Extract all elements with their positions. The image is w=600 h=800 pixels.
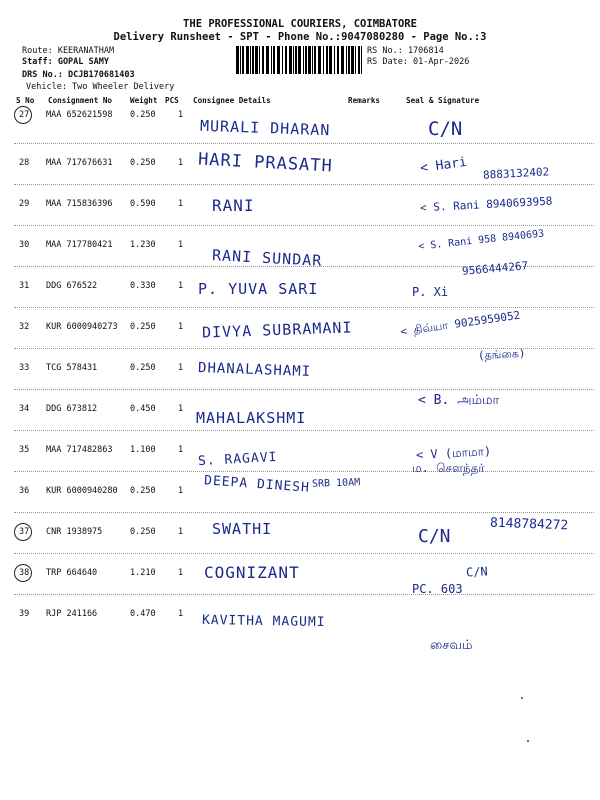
consignee-name-handwritten: COGNIZANT: [204, 563, 300, 582]
barcode-bar: [259, 46, 260, 74]
barcode-bar: [334, 46, 335, 74]
pieces-count: 1: [178, 609, 184, 619]
barcode-bar: [289, 46, 292, 74]
pieces-count: 1: [178, 527, 184, 537]
table-row: [14, 553, 594, 593]
serial-number: 34: [19, 404, 30, 414]
barcode-bar: [271, 46, 272, 74]
barcode-bar: [337, 46, 339, 74]
barcode-bar: [277, 46, 280, 74]
consignee-name-handwritten: SWATHI: [212, 520, 273, 538]
consignment-number: MAA 715836396: [46, 199, 113, 209]
row-divider: [14, 430, 594, 431]
weight-value: 0.330: [130, 281, 156, 291]
signature-handwritten: < S. Rani 958 8940693: [417, 228, 545, 253]
barcode-bar: [318, 46, 321, 74]
signature-handwritten: < B. அம்மா: [418, 393, 500, 408]
barcode-bar: [326, 46, 328, 74]
table-row: [14, 389, 594, 429]
weight-value: 1.230: [130, 240, 156, 250]
signature-handwritten: 9566444267: [461, 259, 529, 278]
consignment-number: MAA 652621598: [46, 110, 113, 120]
consignment-number: MAA 717780421: [46, 240, 113, 250]
serial-number: 28: [19, 158, 30, 168]
barcode-bar: [323, 46, 324, 74]
weight-value: 1.100: [130, 445, 156, 455]
serial-number: 38: [19, 568, 30, 578]
consignment-number: MAA 717676631: [46, 158, 113, 168]
barcode-image: [236, 46, 362, 74]
barcode-bar: [358, 46, 360, 74]
handwritten-note: SRB 10AM: [311, 477, 361, 490]
pieces-count: 1: [178, 568, 184, 578]
weight-value: 0.250: [130, 110, 156, 120]
consignee-name-handwritten: HARI PRASATH: [197, 149, 334, 177]
col-header-remarks: Remarks: [348, 96, 381, 105]
serial-circle-mark: [14, 523, 32, 541]
barcode-bar: [295, 46, 297, 74]
row-divider: [14, 225, 594, 226]
handwritten-signature-mark: < Hari: [419, 154, 468, 177]
barcode-bar: [314, 46, 316, 74]
pieces-count: 1: [178, 445, 184, 455]
rs-date: RS Date: 01-Apr-2026: [367, 57, 470, 67]
handwritten-phone: 8148784272: [489, 515, 569, 534]
row-divider: [14, 471, 594, 472]
col-header-consignment: Consignment No: [48, 96, 113, 105]
row-divider: [14, 389, 594, 390]
consignment-number: CNR 1938975: [46, 527, 103, 537]
consignment-number: RJP 241166: [46, 609, 98, 619]
document-subtitle: Delivery Runsheet - SPT - Phone No.:9047080280 - Page No.:3: [113, 31, 487, 43]
consignee-name-handwritten: DEEPA DINESH: [203, 473, 311, 496]
rs-number: RS No.: 1706814: [367, 46, 444, 56]
weight-value: 0.250: [130, 158, 156, 168]
consignee-name-handwritten: MURALI DHARAN: [199, 116, 331, 140]
serial-circle-mark: [14, 106, 32, 124]
pieces-count: 1: [178, 404, 184, 414]
consignment-number: DDG 673812: [46, 404, 98, 414]
barcode-bar: [351, 46, 354, 74]
barcode-bar: [236, 46, 239, 74]
serial-number: 27: [19, 110, 30, 120]
serial-number: 35: [19, 445, 30, 455]
scan-speck: [527, 740, 529, 742]
consignee-name-handwritten: KAVITHA MAGUMI: [201, 612, 326, 631]
signature-handwritten: C/N: [428, 118, 463, 140]
row-divider: [14, 143, 594, 144]
drs-number: DRS No.: DCJB170681403: [22, 70, 135, 80]
barcode-bar: [303, 46, 304, 74]
barcode-bar: [346, 46, 347, 74]
serial-number: 29: [19, 199, 30, 209]
barcode-bar: [285, 46, 287, 74]
weight-value: 0.250: [130, 527, 156, 537]
consignee-name-handwritten: S. RAGAVI: [197, 449, 278, 470]
consignment-number: DDG 676522: [46, 281, 98, 291]
consignee-name-handwritten: DIVYA SUBRAMANI: [201, 318, 353, 342]
weight-value: 1.210: [130, 568, 156, 578]
col-header-pcs: PCS: [165, 96, 179, 105]
pieces-count: 1: [178, 110, 184, 120]
weight-value: 0.250: [130, 322, 156, 332]
barcode-bar: [266, 46, 269, 74]
col-header-seal: Seal & Signature: [406, 96, 480, 105]
table-row: [14, 348, 594, 388]
pieces-count: 1: [178, 158, 184, 168]
signature-handwritten: < V (மாமா): [415, 444, 492, 462]
serial-number: 30: [19, 240, 30, 250]
consignment-number: KUR 6000940280: [46, 486, 118, 496]
handwritten-signature: சைவம்: [430, 638, 473, 653]
barcode-bar: [262, 46, 264, 74]
pieces-count: 1: [178, 199, 184, 209]
pieces-count: 1: [178, 322, 184, 332]
barcode-bar: [250, 46, 251, 74]
barcode-bar: [282, 46, 283, 74]
pieces-count: 1: [178, 486, 184, 496]
signature-handwritten: < திவ்யா 9025959052: [399, 308, 521, 339]
signature-handwritten: ம. சௌந்தர்: [412, 461, 485, 475]
barcode-bar: [240, 46, 241, 74]
pieces-count: 1: [178, 240, 184, 250]
serial-number: 32: [19, 322, 30, 332]
route-label: Route: KEERANATHAM: [22, 46, 115, 56]
table-row: [14, 461, 594, 511]
row-divider: [14, 553, 594, 554]
barcode-bar: [348, 46, 350, 74]
weight-value: 0.450: [130, 404, 156, 414]
table-row: [14, 184, 594, 224]
weight-value: 0.470: [130, 609, 156, 619]
col-header-weight: Weight: [130, 96, 158, 105]
col-header-consignee: Consignee Details: [193, 96, 271, 105]
serial-number: 39: [19, 609, 30, 619]
consignee-name-handwritten: P. YUVA SARI: [198, 280, 319, 298]
barcode-bar: [305, 46, 307, 74]
barcode-bar: [273, 46, 275, 74]
consignment-number: MAA 717482863: [46, 445, 113, 455]
serial-number: 33: [19, 363, 30, 373]
table-row: [14, 102, 594, 142]
barcode-bar: [308, 46, 311, 74]
table-row: [14, 582, 594, 634]
barcode-bar: [293, 46, 294, 74]
barcode-bar: [252, 46, 254, 74]
pieces-count: 1: [178, 363, 184, 373]
consignee-name-handwritten: MAHALAKSHMI: [196, 409, 307, 427]
row-divider: [14, 184, 594, 185]
consignee-name-handwritten: RANI SUNDAR: [211, 246, 323, 270]
row-divider: [14, 512, 594, 513]
barcode-bar: [329, 46, 332, 74]
barcode-bar: [355, 46, 356, 74]
table-row: [14, 259, 594, 306]
barcode-bar: [361, 46, 362, 74]
scan-speck: [521, 697, 523, 699]
barcode-bar: [246, 46, 249, 74]
signature-handwritten: C/N: [465, 564, 489, 580]
consignee-name-handwritten: DHANALASHAMI: [197, 360, 312, 380]
table-row: [14, 307, 594, 347]
serial-number: 37: [19, 527, 30, 537]
weight-value: 0.590: [130, 199, 156, 209]
consignee-name-handwritten: RANI: [212, 196, 255, 215]
serial-circle-mark: [14, 564, 32, 582]
barcode-bar: [312, 46, 313, 74]
signature-handwritten: C/N: [418, 526, 451, 547]
barcode-bar: [341, 46, 344, 74]
signature-handwritten: < S. Rani 8940693958: [419, 194, 553, 215]
document-title: THE PROFESSIONAL COURIERS, COIMBATORE: [183, 18, 417, 30]
consignment-number: KUR 6000940273: [46, 322, 118, 332]
barcode-bar: [298, 46, 301, 74]
weight-value: 0.250: [130, 363, 156, 373]
weight-value: 0.250: [130, 486, 156, 496]
signature-handwritten: (தங்கை): [477, 346, 526, 363]
consignment-number: TCG 578431: [46, 363, 98, 373]
row-divider: [14, 307, 594, 308]
serial-number: 31: [19, 281, 30, 291]
signature-handwritten: 8883132402: [482, 165, 550, 182]
row-divider: [14, 594, 594, 595]
table-row: [14, 143, 594, 183]
barcode-bar: [255, 46, 258, 74]
pieces-count: 1: [178, 281, 184, 291]
handwritten-signature-mark: P. Xi: [412, 285, 449, 299]
staff-label: Staff: GOPAL SAMY: [22, 57, 109, 67]
serial-number: 36: [19, 486, 30, 496]
barcode-bar: [242, 46, 244, 74]
table-row: [14, 430, 594, 470]
consignment-number: TRP 664640: [46, 568, 98, 578]
vehicle-label: Vehicle: Two Wheeler Delivery: [26, 82, 175, 92]
signature-handwritten: PC. 603: [412, 582, 463, 596]
col-header-sno: S No: [16, 96, 35, 105]
